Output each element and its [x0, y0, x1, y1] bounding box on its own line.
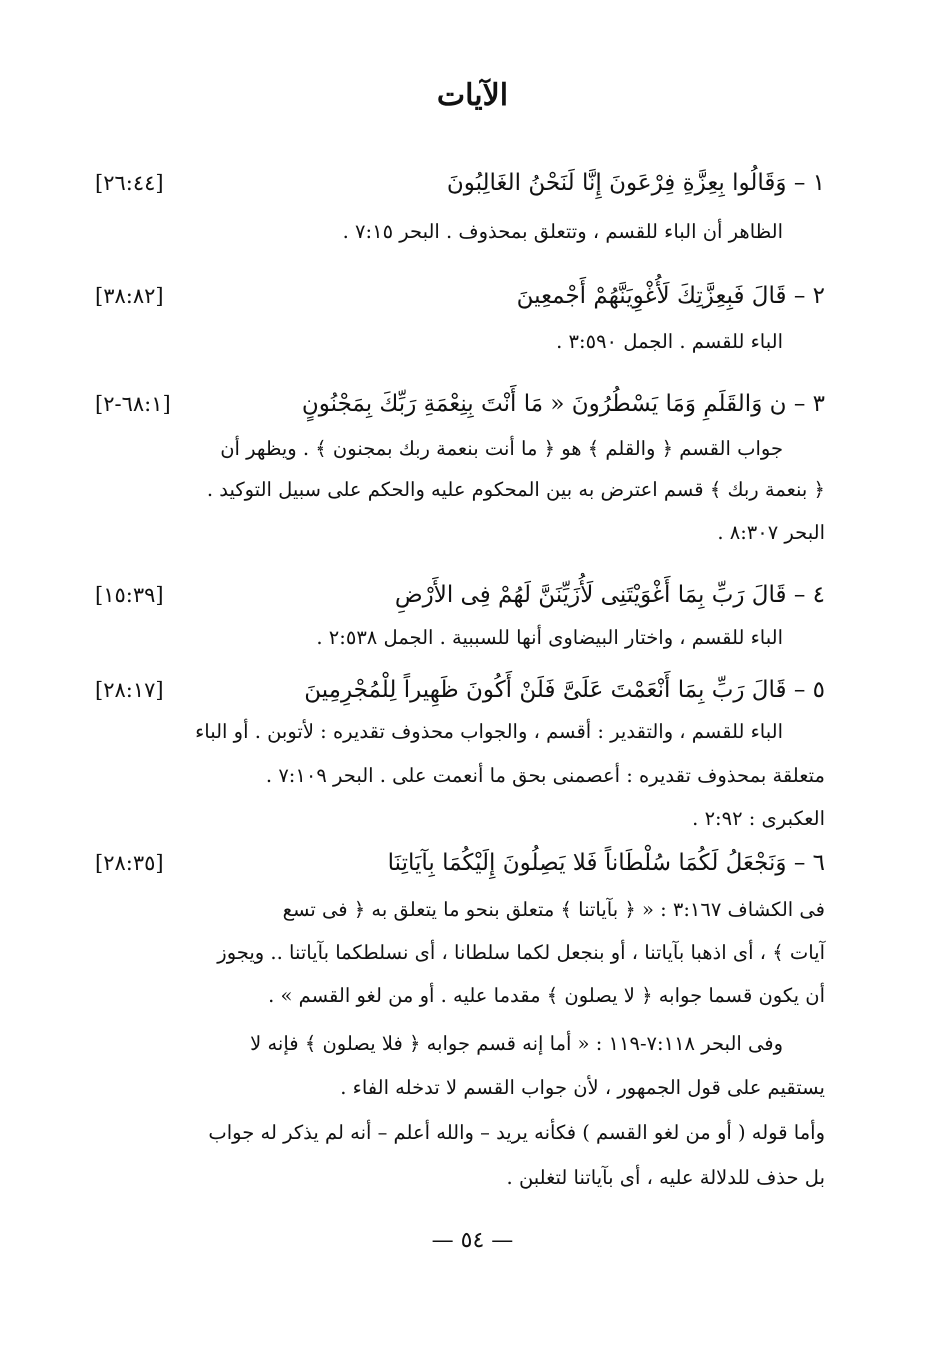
verse-reference: [١٥:٣٩]	[95, 583, 164, 607]
verse-text: ٢ – قَالَ فَبِعِزَّتِكَ لَأُغْوِيَنَّهُمْ أَجْمعِينَ	[516, 283, 825, 309]
verse-text: ٣ – ن وَالقَلَمِ وَمَا يَسْطُرُونَ « مَا أَنْتَ بِنِعْمَةِ رَبِّكَ بِمَجْنُونٍ	[301, 391, 825, 417]
verse-6	[95, 843, 825, 883]
verse-text: ٥ – قَالَ رَبِّ بِمَا أَنْعَمْتَ عَلَىَّ فَلَنْ أَكُونَ ظَهِيراً لِلْمُجْرِمِينَ	[304, 677, 825, 703]
verse-4	[95, 575, 825, 615]
verse-reference: [٣٨:٨٢]	[95, 284, 164, 308]
verse-reference: [٢٦:٤٤]	[95, 171, 164, 195]
commentary-line: الظاهر أن الباء للقسم ، وتتعلق بمحذوف . البحر ٧:١٥ .	[342, 220, 783, 243]
commentary-line: الباء للقسم . الجمل ٣:٥٩٠ .	[556, 330, 783, 353]
commentary-line: أن يكون قسما جوابه ﴿ لا يصلون ﴾ مقدما عليه . أو من لغو القسم » .	[268, 984, 825, 1007]
verse-1	[95, 163, 825, 203]
page-number: — ٥٤ —	[431, 1228, 514, 1253]
verse-reference: [٢٨:١٧]	[95, 678, 164, 702]
verse-reference: [٢٨:٣٥]	[95, 851, 164, 875]
verse-2	[95, 276, 825, 316]
commentary-line: يستقيم على قول الجمهور ، لأن جواب القسم لا تدخله الفاء .	[340, 1076, 825, 1099]
page-title: الآيات	[436, 78, 509, 113]
commentary-line: بل حذف للدلالة عليه ، أى بآياتنا لتغلبن .	[506, 1166, 825, 1189]
commentary-line: العكبرى : ٢:٩٢ .	[692, 807, 825, 830]
verse-5	[95, 670, 825, 710]
commentary-line: وفى البحر ٧:١١٨-١١٩ : « أما إنه قسم جوابه ﴿ فلا يصلون ﴾ فإنه لا	[250, 1032, 783, 1055]
commentary-line: متعلقة بمحذوف تقديره : أعصمنى بحق ما أنعمت على . البحر ٧:١٠٩ .	[265, 764, 825, 787]
commentary-line: البحر ٨:٣٠٧ .	[717, 521, 825, 544]
verse-text: ٦ – وَنَجْعَلُ لَكُمَا سُلْطَاناً فَلا يَصِلُونَ إِلَيْكُمَا بِآيَاتِنَا	[387, 850, 825, 876]
commentary-line: الباء للقسم ، واختار البيضاوى أنها للسببية . الجمل ٢:٥٣٨ .	[316, 626, 783, 649]
commentary-line: وأما قوله ( أو من لغو القسم ) فكأنه يريد – والله أعلم – أنه لم يذكر له جواب	[208, 1121, 825, 1144]
commentary-line: فى الكشاف ٣:١٦٧ : « ﴿ بآياتنا ﴾ متعلق بنحو ما يتعلق به ﴿ فى تسع	[282, 898, 825, 921]
commentary-line: آيات ﴾ ، أى اذهبا بآياتنا ، أو بنجعل لكما سلطانا ، أى نسلطكما بآياتنا .. ويجوز	[217, 941, 825, 964]
verse-text: ٤ – قَالَ رَبِّ بِمَا أَغْوَيْتَنِى لَأُزَيِّنَنَّ لَهُمْ فِى الأَرْضِ	[394, 582, 825, 608]
commentary-line: ﴿ بنعمة ربك ﴾ قسم اعترض به بين المحكوم عليه والحكم على سبيل التوكيد .	[206, 478, 825, 501]
commentary-line: الباء للقسم ، والتقدير : أقسم ، والجواب محذوف تقديره : لأتوبن . أو الباء	[195, 720, 783, 743]
verse-text: ١ – وَقَالُوا بِعِزَّةِ فِرْعَونَ إِنَّا لَنَحْنُ الغَالِبُونَ	[446, 170, 825, 196]
verse-3	[95, 384, 825, 424]
commentary-line: جواب القسم ﴿ والقلم ﴾ هو ﴿ ما أنت بنعمة ربك بمجنون ﴾ . ويظهر أن	[220, 437, 783, 460]
verse-reference: [٦٨:١-٢]	[95, 392, 171, 416]
